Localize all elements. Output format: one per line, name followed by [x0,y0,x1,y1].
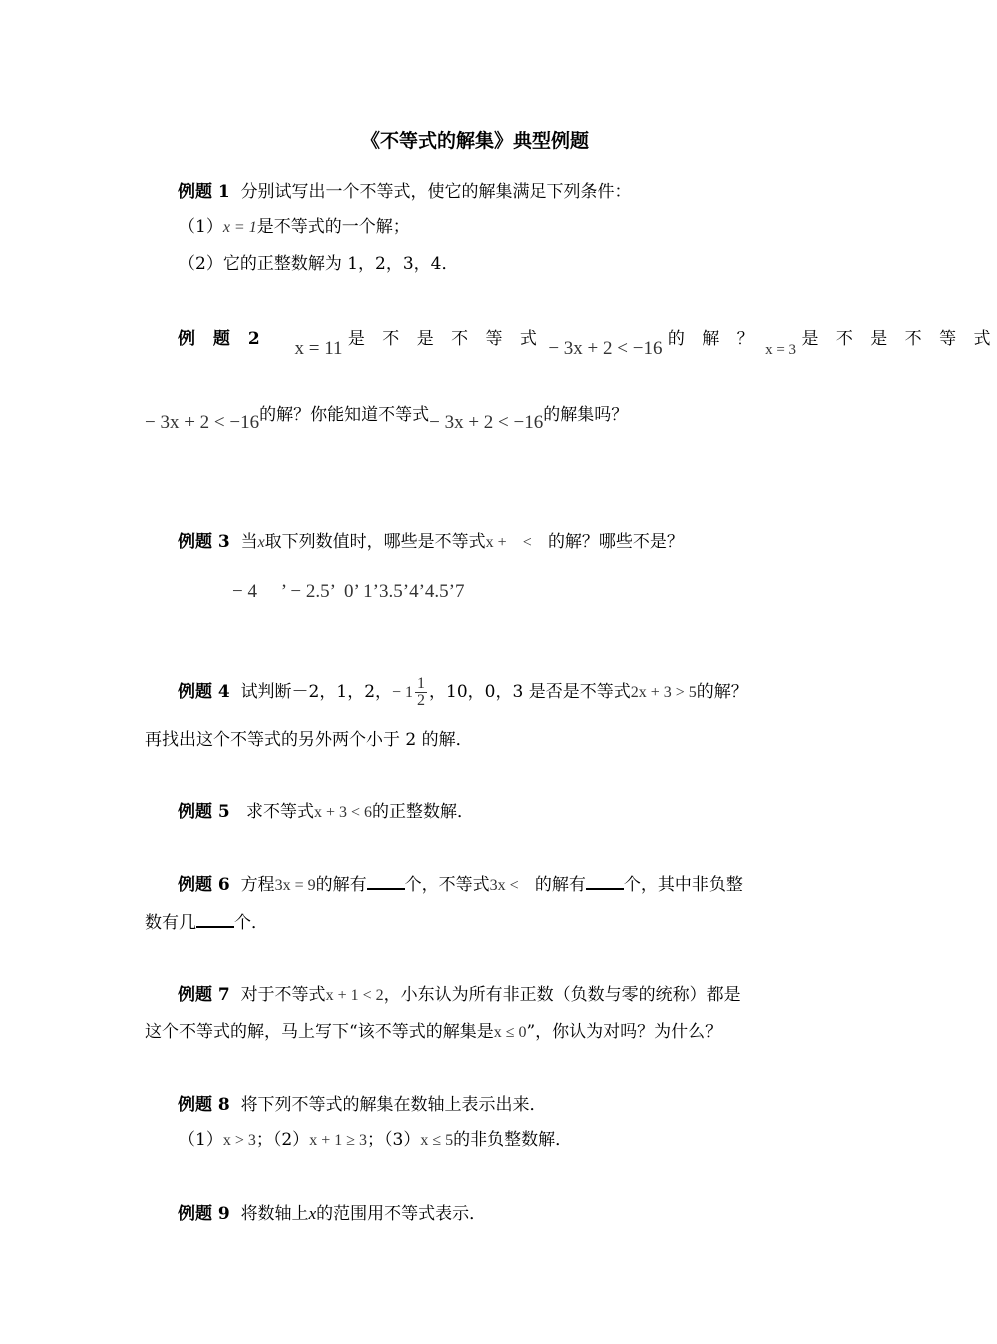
math-expression: 2x + 3 > 5 [630,684,697,701]
example-2-text-4: 的解？你能知道不等式 [259,405,430,425]
example-6-text-1: 方程 [240,875,275,895]
item-2-number: ；（2） [255,1130,310,1150]
mixed-number-whole: − 1 [392,684,414,701]
example-6-line-2 [145,910,268,935]
math-expression: x ≤ 5 [420,1132,454,1149]
example-9-text-1: 将数轴上 [240,1204,309,1224]
example-5-text-2: 的正整数解． [372,802,475,822]
math-expression: x + < [485,534,532,551]
example-2-text-2: 的 解 ？ [667,329,760,349]
example-6-text-6: 数有几 [145,913,196,933]
example-7-text-2: ，小东认为所有非正数（负数与零的统称）都是 [383,985,741,1005]
example-2-text-1: 是 不 是 不 等 式 [347,329,543,349]
example-3-question [178,530,684,555]
example-4-line-2: 再找出这个不等式的另外两个小于 2 的解． [145,730,473,750]
fraction [415,676,427,709]
example-6-label: 例题 6 [178,875,230,895]
example-8-label: 例题 8 [178,1095,230,1115]
math-expression: − 3x + 2 < −16 [429,412,544,433]
example-1-condition-1 [178,215,410,240]
example-6-text-5: 个，其中非负整 [623,875,743,895]
example-6-text-3: 个，不等式 [404,875,490,895]
answer-blank[interactable] [586,872,624,890]
fraction-denominator: 2 [417,692,426,709]
example-6-line-1 [178,872,743,898]
math-expression: − 3x + 2 < −16 [548,338,663,359]
example-1-question [178,180,632,204]
example-9-text-2: 的范围用不等式表示． [316,1204,487,1224]
math-expression: x = 1 [222,219,257,236]
example-8-text-1: 将下列不等式的解集在数轴上表示出来． [240,1095,547,1115]
answer-blank[interactable] [367,872,405,890]
variable-x: x [308,1204,317,1223]
example-6-text-4: 的解有 [534,875,586,895]
math-expression: x + 1 ≥ 3 [309,1132,367,1149]
example-7-text-1: 对于不等式 [240,985,326,1005]
item-3-number: ；（3） [367,1130,421,1150]
page-title: 《不等式的解集》典型例题 [360,130,589,152]
example-1-label: 例题 1 [178,182,230,202]
example-1-text: 分别试写出一个不等式，使它的解集满足下列条件： [240,182,632,202]
example-5-question [178,800,474,825]
math-expression: 3x = 9 [274,877,316,894]
example-3-text-2: 取下列数值时，哪些是不等式 [264,532,486,552]
fraction-numerator: 1 [417,675,426,692]
example-8-items [178,1128,572,1153]
example-6-text-7: 个． [234,913,268,933]
math-expression: x + 1 < 2 [325,987,384,1004]
example-6-text-2: 的解有 [315,875,367,895]
example-3-values: − 4 ’ − 2.5’ 0’ 1’3.5’4’4.5’7 [232,581,465,602]
math-expression: x ≤ 0 [493,1024,527,1041]
example-7-label: 例题 7 [178,985,230,1005]
math-expression: x = 11 [294,338,343,359]
example-4-text-3: 的解？ [696,682,748,702]
example-9-question [178,1202,486,1226]
math-expression: 3x < [489,877,519,894]
example-4-text-2: ，10，0，3 是否是不等式 [429,682,631,702]
example-2-line-1 [178,327,997,359]
example-7-text-3: 这个不等式的解，马上写下“该不等式的解集是 [145,1022,494,1042]
example-2-line-2 [145,403,629,433]
condition-1-text: 是不等式的一个解； [256,217,410,237]
example-2-text-3: 是 不 是 不 等 式 [801,329,997,349]
math-expression: x + 3 < 6 [313,804,373,821]
example-9-label: 例题 9 [178,1204,230,1224]
example-8-text-2: 的非负整数解． [453,1130,573,1150]
example-1-condition-2: （2）它的正整数解为 1，2，3，4． [178,254,459,274]
condition-1-number: （1） [178,217,223,237]
item-1-number: （1） [178,1130,223,1150]
example-5-label: 例题 5 [178,802,230,822]
example-8-question [178,1093,547,1117]
example-4-line-1 [178,676,748,709]
variable-x: x [257,534,265,551]
example-3-text-1: 当 [240,532,258,552]
example-3-label: 例题 3 [178,532,230,552]
example-2-text-5: 的解集吗？ [543,405,629,425]
example-4-label: 例题 4 [178,682,230,702]
answer-blank[interactable] [196,910,234,928]
example-5-text-1: 求不等式 [245,802,314,822]
math-expression: − 3x + 2 < −16 [145,412,260,433]
example-2-label: 例 题 2 [178,329,266,349]
example-4-text-1: 试判断－2，1，2， [240,682,393,702]
math-expression: x = 3 [765,342,797,358]
example-7-line-2 [145,1020,722,1045]
example-3-text-3: 的解？哪些不是？ [547,532,684,552]
example-7-text-4: ”，你认为对吗？为什么？ [526,1022,723,1042]
example-7-line-1 [178,983,741,1008]
math-expression: x > 3 [222,1132,256,1149]
